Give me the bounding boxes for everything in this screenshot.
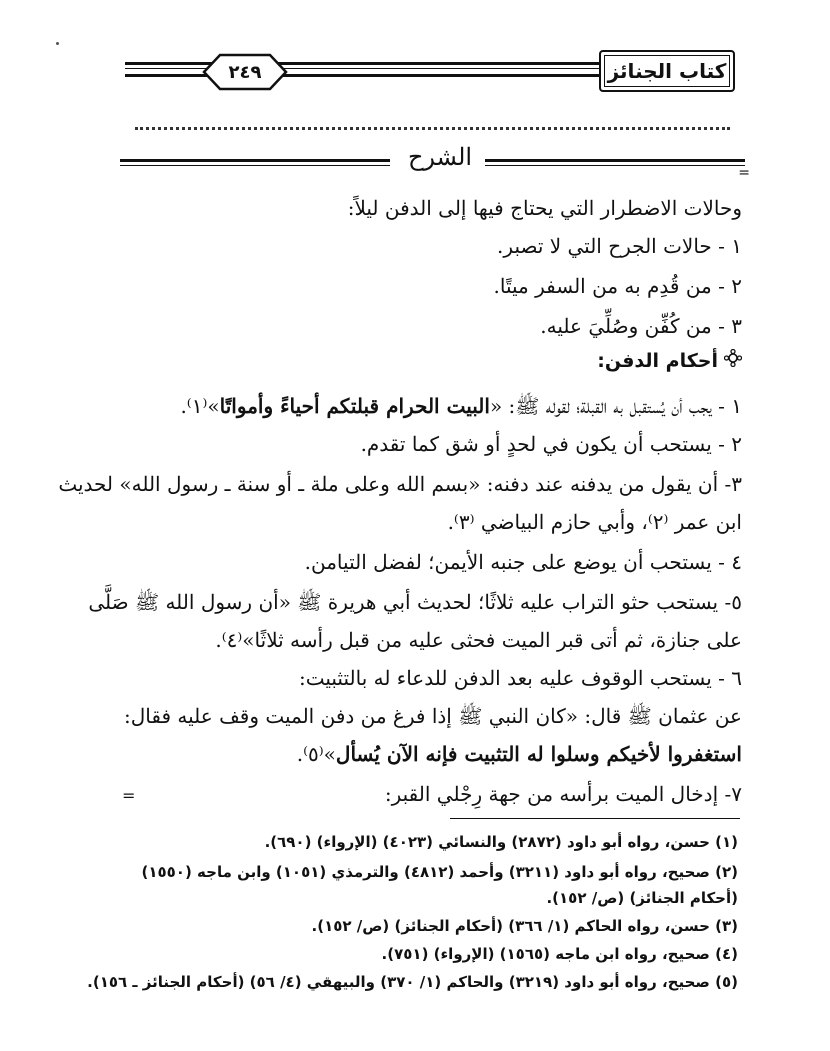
ruling-4: ٤ - يستحب أن يوضع على جنبه الأيمن؛ لفضل التيامن.	[304, 550, 742, 574]
continuation-mark: =	[122, 786, 136, 805]
ruling-6-hadith-line	[112, 736, 742, 772]
hadith-quote: استغفروا لأخيكم وسلوا له التثبيت فإنه الآن يُسأل	[335, 742, 742, 766]
footnote: (١) حسن، رواه أبو داود (٢٨٧٢) والنسائي (٤٠٢٣) (الإرواء) (٦٩٠).	[264, 833, 738, 851]
ruling-1-quote: البيت الحرام قبلتكم أحياءً وأمواتًا	[219, 394, 490, 418]
rulings-heading	[597, 349, 742, 372]
ruling-6-hadith-line: عن عثمان ﷺ قال: «كان النبي ﷺ إذا فرغ من دفن الميت وقف عليه فقال:	[124, 704, 742, 728]
page-number: ٢٤٩	[228, 61, 262, 83]
ruling-6: ٦ - يستحب الوقوف عليه بعد الدفن للدعاء له بالتثبيت:	[298, 666, 742, 690]
page-number-badge	[190, 52, 300, 92]
ruling-7: ٧- إدخال الميت برأسه من جهة رِجْلي القبر:	[384, 782, 742, 806]
intro-line: وحالات الاضطرار التي يحتاج فيها إلى الدفن ليلاً:	[347, 196, 742, 220]
ruling-1-text: ١ - يجب أن يُستقبل به القبلة؛ لقوله ﷺ: «	[489, 394, 742, 418]
ruling-1	[112, 388, 742, 424]
footnote: (٤) صحيح، رواه ابن ماجه (١٥٦٥) (الإرواء) (٧٥١).	[381, 945, 738, 963]
dotted-divider	[135, 127, 730, 130]
footnote: (أحكام الجنائز) (ص/ ١٥٢).	[546, 889, 738, 907]
heading-rule	[485, 159, 745, 162]
ruling-3-line: ابن عمر ⁽٢⁾، وأبي حازم البياضي ⁽٣⁾.	[447, 510, 742, 534]
heading-rule	[120, 165, 390, 166]
hadith-end: »⁽٥⁾.	[296, 742, 336, 766]
case-item: ٣ - من كُفِّن وصُلِّيَ عليه.	[540, 314, 742, 338]
rulings-heading-label: أحكام الدفن:	[597, 349, 718, 372]
section-title: الشرح	[407, 143, 473, 171]
footnote: (٥) صحيح، رواه أبو داود (٣٢١٩) والحاكم (١/ ٣٧٠) والبيهقي (٤/ ٥٦) (أحكام الجنائز ـ ١٥٦).	[87, 973, 738, 991]
star-flower-icon	[724, 349, 742, 372]
case-item: ١ - حالات الجرح التي لا تصبر.	[497, 234, 742, 258]
margin-dot	[56, 42, 59, 45]
heading-rule	[120, 159, 390, 162]
ruling-1-end: »⁽١⁾.	[180, 394, 220, 418]
ruling-5-line: ٥- يستحب حثو التراب عليه ثلاثًا؛ لحديث أبي هريرة ﷺ «أن رسول الله ﷺ صَلَّى	[88, 590, 742, 614]
book-title: كتاب الجنائز	[599, 50, 735, 92]
heading-rule	[485, 165, 745, 166]
case-item: ٢ - من قُدِم به من السفر ميتًا.	[493, 274, 742, 298]
ruling-2: ٢ - يستحب أن يكون في لحدٍ أو شق كما تقدم.	[360, 432, 742, 456]
ruling-3-line: ٣- أن يقول من يدفنه عند دفنه: «بسم الله وعلى ملة ـ أو سنة ـ رسول الله» لحديث	[58, 472, 742, 496]
ruling-5-line: على جنازة، ثم أتى قبر الميت فحثى عليه من قبل رأسه ثلاثًا»⁽٤⁾.	[215, 628, 742, 652]
footnote-divider	[450, 818, 740, 819]
footnote: (٣) حسن، رواه الحاكم (١/ ٣٦٦) (أحكام الجنائز) (ص/ ١٥٢).	[311, 917, 738, 935]
section-heading	[120, 143, 750, 183]
footnote: (٢) صحيح، رواه أبو داود (٣٢١١) وأحمد (٤٨١٢) والترمذي (١٠٥١) وابن ماجه (١٥٥٠)	[141, 863, 738, 881]
continuation-mark: =	[738, 165, 750, 181]
